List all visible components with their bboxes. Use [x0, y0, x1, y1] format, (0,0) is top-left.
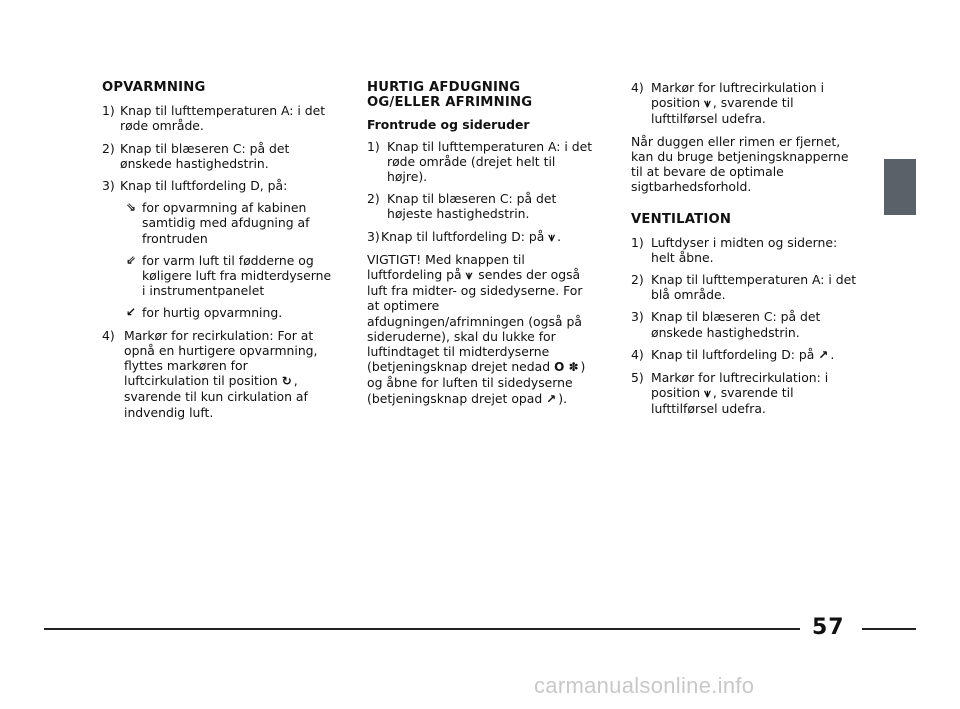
fresh-air-icon: ⩛: [704, 96, 711, 111]
vent-open-icon: ↗: [546, 391, 557, 406]
list-item: 1) Knap til lufttemperaturen A: i det røde område (drejet helt til højre).: [367, 138, 593, 185]
chapter-tab: [884, 159, 916, 215]
list-item: 4) Markør for luftrecirkulation i position ⩛ , svarende til lufttilførsel udefra.: [631, 80, 825, 127]
fresh-air-icon: ⩛: [704, 386, 711, 401]
paragraph: Når duggen eller rimen er fjernet, kan du bruge betjeningsknapperne til at bevare de optimale sigtbarhedsforhold.: [631, 133, 849, 195]
feet-face-icon: ⇙: [126, 252, 137, 267]
sub-item: ⇘ for opvarmning af kabinen samtidig med afdugning af frontruden: [126, 200, 310, 246]
section-heading-hurtig: HURTIG AFDUGNING: [367, 80, 521, 95]
page-number: 57: [812, 615, 845, 640]
column-2: [367, 80, 595, 407]
list-item: 4) Knap til luftfordeling D: på ↗ .: [631, 346, 835, 362]
list-item: 3) Knap til luftfordeling D, på:: [102, 178, 288, 194]
defrost-icon: ⩛: [548, 229, 556, 244]
list-item: 4) Markør for recirkulation: For at opnå en hurtigere opvarmning, flyttes markøren for luftcirkulation til position ↻ , svarende til kun cirkulation af indvendig luft.: [102, 327, 318, 420]
sub-item: ⇙ for varm luft til fødderne og køligere luft fra midterdyserne i instrumentpanelet: [126, 252, 332, 299]
subheading: Frontrude og sideruder: [367, 117, 530, 133]
defrost-icon: ⩛: [465, 268, 473, 283]
feet-icon: ↙: [126, 305, 137, 320]
important-paragraph: VIGTIGT! Med knappen til luftfordeling på ⩛ sendes der også luft fra midter- og sidedyserne. For at optimere afdugningen/afrimningen (også på sideruderne), skal du lukke for luftindtaget til midterdyserne (betjeningsknap drejet nedad O ✽ ) og åbne for luften til sidedyserne (betjeningsknap drejet opad ↗ ).: [367, 251, 586, 406]
column-1: [102, 80, 334, 420]
list-item: 3) Knap til blæseren C: på det ønskede hastighedstrin.: [631, 309, 821, 340]
face-vent-icon: ↗: [818, 347, 829, 362]
footer-rule-left: [44, 628, 800, 630]
list-item: 2) Knap til blæseren C: på det højeste hastighedstrin.: [367, 191, 557, 222]
watermark: carmanualsonline.info: [534, 673, 755, 698]
section-heading-opvarmning: OPVARMNING: [102, 80, 206, 95]
sub-item: ↙ for hurtig opvarmning.: [126, 305, 283, 321]
column-3: [631, 80, 863, 417]
defrost-feet-icon: ⇘: [126, 200, 137, 215]
list-item: 5) Markør for luftrecirkulation: i position ⩛ , svarende til lufttilførsel udefra.: [631, 370, 829, 417]
list-item: 2) Knap til lufttemperaturen A: i det blå område.: [631, 272, 857, 303]
list-item: 1) Luftdyser i midten og siderne: helt åbne.: [631, 234, 838, 265]
list-item: 3) Knap til luftfordeling D: på ⩛ .: [367, 228, 562, 244]
list-item: 1) Knap til lufttemperaturen A: i det røde område.: [102, 103, 326, 134]
recirculation-icon: ↻: [281, 374, 292, 389]
list-item: 2) Knap til blæseren C: på det ønskede hastighedstrin.: [102, 140, 290, 171]
vent-closed-icon: O ✽: [554, 360, 579, 375]
section-heading-ventilation: VENTILATION: [631, 212, 732, 228]
footer-rule-right: [862, 628, 916, 630]
section-heading-hurtig-2: OG/ELLER AFRIMNING: [367, 95, 533, 111]
